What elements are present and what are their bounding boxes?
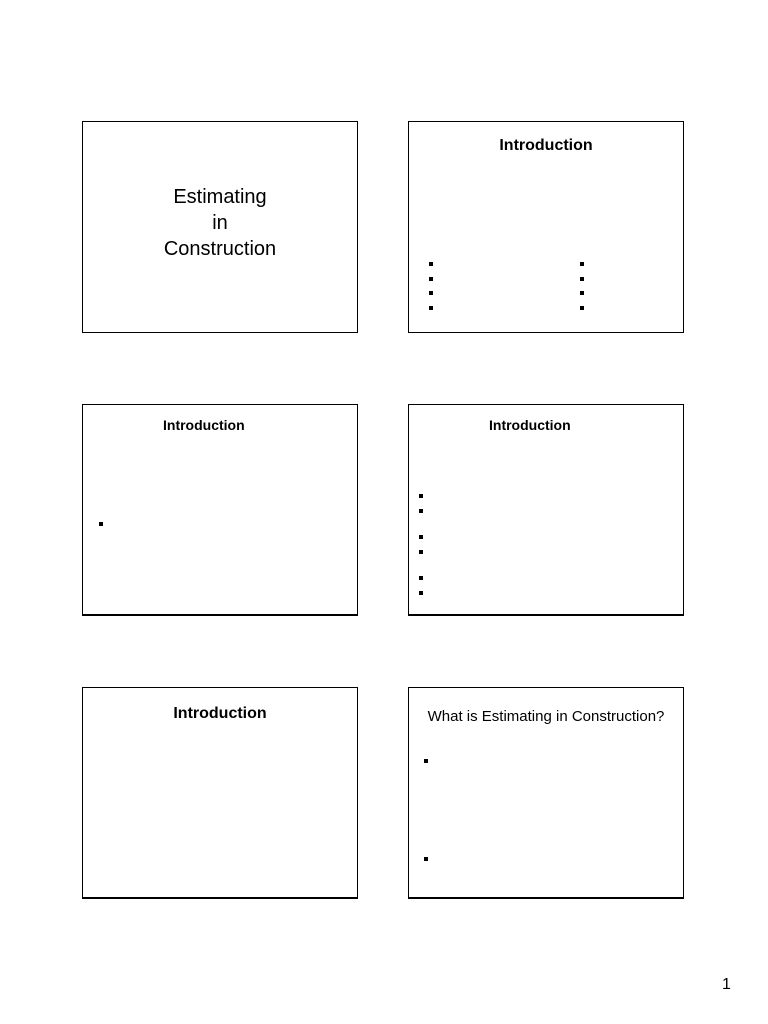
- slide-3-introduction: [82, 404, 358, 616]
- presentation-title: [83, 184, 357, 262]
- title-line-3: Construction: [163, 238, 277, 260]
- slide-heading: Introduction: [499, 137, 593, 154]
- bullet-icon: [580, 277, 584, 281]
- bullet-icon: [419, 591, 423, 595]
- bullet-icon: [580, 291, 584, 295]
- bullet-icon: [429, 277, 433, 281]
- bullet-icon: [429, 291, 433, 295]
- title-line-1: Estimating: [173, 186, 267, 208]
- slide-heading: Introduction: [489, 417, 571, 433]
- bullet-icon: [580, 262, 584, 266]
- slide-1-title: [82, 121, 358, 333]
- bullet-icon: [419, 494, 423, 498]
- bullet-icon: [419, 576, 423, 580]
- bullet-icon: [424, 857, 428, 861]
- slide-5-introduction: [82, 687, 358, 899]
- bullet-icon: [429, 306, 433, 310]
- bullet-icon: [419, 509, 423, 513]
- title-line-2: in: [212, 212, 228, 234]
- bullet-icon: [99, 522, 103, 526]
- bullet-icon: [419, 535, 423, 539]
- page-number: 1: [722, 976, 731, 993]
- slide-2-introduction: [408, 121, 684, 333]
- bullet-icon: [580, 306, 584, 310]
- slide-4-introduction: [408, 404, 684, 616]
- bullet-icon: [419, 550, 423, 554]
- bullet-icon: [429, 262, 433, 266]
- bullet-icon: [424, 759, 428, 763]
- slide-6-what-is-estimating: [408, 687, 684, 899]
- slide-heading: Introduction: [173, 705, 267, 722]
- slide-heading: What is Estimating in Construction?: [427, 708, 665, 725]
- slide-heading: Introduction: [163, 417, 245, 433]
